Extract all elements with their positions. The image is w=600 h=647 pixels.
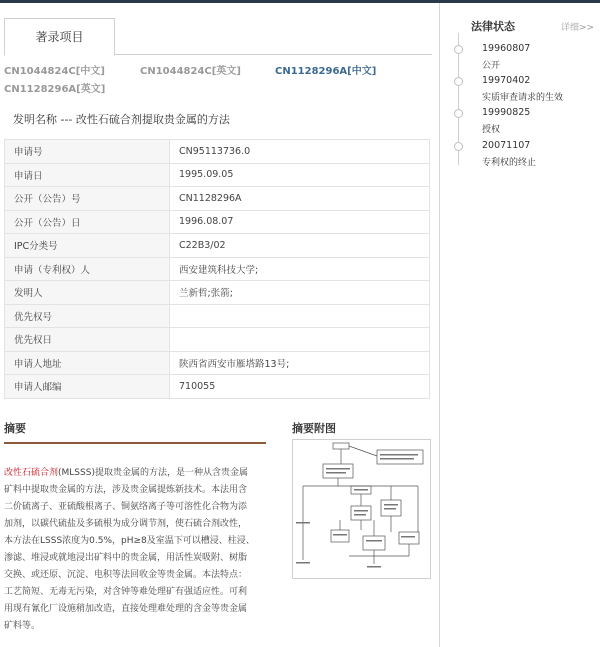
doc-link-cn1128296a-en[interactable]: CN1128296A[英文] [4,84,106,95]
bibliographic-table [4,139,430,399]
field-value: CN1128296A [170,187,430,211]
table-row [5,257,430,281]
field-label: 优先权日 [5,328,170,352]
field-label: 优先权号 [5,304,170,328]
invention-title: 发明名称 --- 改性石硫合剂提取贵金属的方法 [13,113,230,126]
field-value: C22B3/02 [170,234,430,258]
abstract-line: 渗滤、堆浸或就地浸出矿料中的贵金属，用活性炭吸附、树脂 [4,553,248,563]
field-label: 申请号 [5,140,170,164]
field-value: 兰新哲;张箭; [170,281,430,305]
field-label: 发明人 [5,281,170,305]
legal-status-sidebar [441,3,600,647]
doc-link-cn1044824c-zh[interactable]: CN1044824C[中文] [4,66,105,77]
timeline-event: 实质审查请求的生效 [482,93,564,103]
abstract-line: (MLSSS)提取贵金属的方法，是一种从含贵金属 [58,468,248,478]
field-value: CN95113736.0 [170,140,430,164]
table-row [5,304,430,328]
timeline-date: 20071107 [482,140,531,151]
tab-bibliographic[interactable]: 著录项目 [4,18,115,56]
abstract-line: 本方法在LSSS浓度为0.5%，pH≥8及室温下可以槽浸、柱浸、 [4,536,255,546]
field-value: 1995.09.05 [170,163,430,187]
doc-link-cn1044824c-en[interactable]: CN1044824C[英文] [140,66,241,77]
abstract-heading: 摘要 [4,420,266,444]
timeline-date: 19990825 [482,107,531,118]
field-value: 1996.08.07 [170,210,430,234]
timeline-event: 授权 [482,125,501,135]
field-label: IPC分类号 [5,234,170,258]
field-value [170,328,430,352]
main-panel [0,3,440,647]
field-value: 陕西省西安市雁塔路13号; [170,351,430,375]
abstract-figure[interactable] [292,439,431,579]
abstract-line: 交换、或还原、沉淀、电积等法回收金等贵金属。本法特点： [4,570,248,580]
table-row [5,351,430,375]
table-row [5,281,430,305]
table-row [5,234,430,258]
abstract-line: 矿料等。 [4,621,41,631]
timeline-dot [454,77,463,86]
timeline-date: 19960807 [482,43,531,54]
field-label: 申请（专利权）人 [5,257,170,281]
table-row [5,187,430,211]
timeline-date: 19970402 [482,75,531,86]
field-label: 公开（公告）号 [5,187,170,211]
abstract-line: 用现有氰化厂设施稍加改造，直接处理难处理的含金等贵金属 [4,604,248,614]
tab-bar [4,18,432,55]
abstract-line: 工艺简短、无毒无污染，对含钟等难处理矿有强适应性。可利 [4,587,248,597]
table-row [5,140,430,164]
timeline-event: 公开 [482,61,501,71]
field-value [170,304,430,328]
table-row [5,163,430,187]
flowchart-image [293,440,430,578]
field-value: 西安建筑科技大学; [170,257,430,281]
abstract-line: 二价硫离子、亚硫酸根离子、铜氨络离子等可溶性化合物为添 [4,502,248,512]
field-label: 申请人地址 [5,351,170,375]
abstract-line: 加剂，以碳代硫盐及多硫根为成分调节剂，使石硫合剂改性， [4,519,248,529]
table-row [5,375,430,399]
field-label: 公开（公告）日 [5,210,170,234]
timeline-dot [454,142,463,151]
timeline-dot [454,109,463,118]
table-row [5,210,430,234]
timeline-dot [454,45,463,54]
table-row [5,328,430,352]
abstract-figure-heading: 摘要附图 [292,420,430,444]
timeline-event: 专利权的终止 [482,158,537,168]
field-value: 710055 [170,375,430,399]
abstract-text [4,465,266,635]
doc-link-cn1128296a-zh[interactable]: CN1128296A[中文] [275,66,377,77]
field-label: 申请人邮编 [5,375,170,399]
abstract-line: 矿料中提取贵金属的方法，涉及贵金属提炼新技术。本法用含 [4,485,248,495]
legal-status-more-link[interactable]: 详细>> [561,23,595,33]
legal-status-title: 法律状态 [471,20,515,33]
abstract-highlight: 改性石硫合剂 [4,468,59,478]
field-label: 申请日 [5,163,170,187]
